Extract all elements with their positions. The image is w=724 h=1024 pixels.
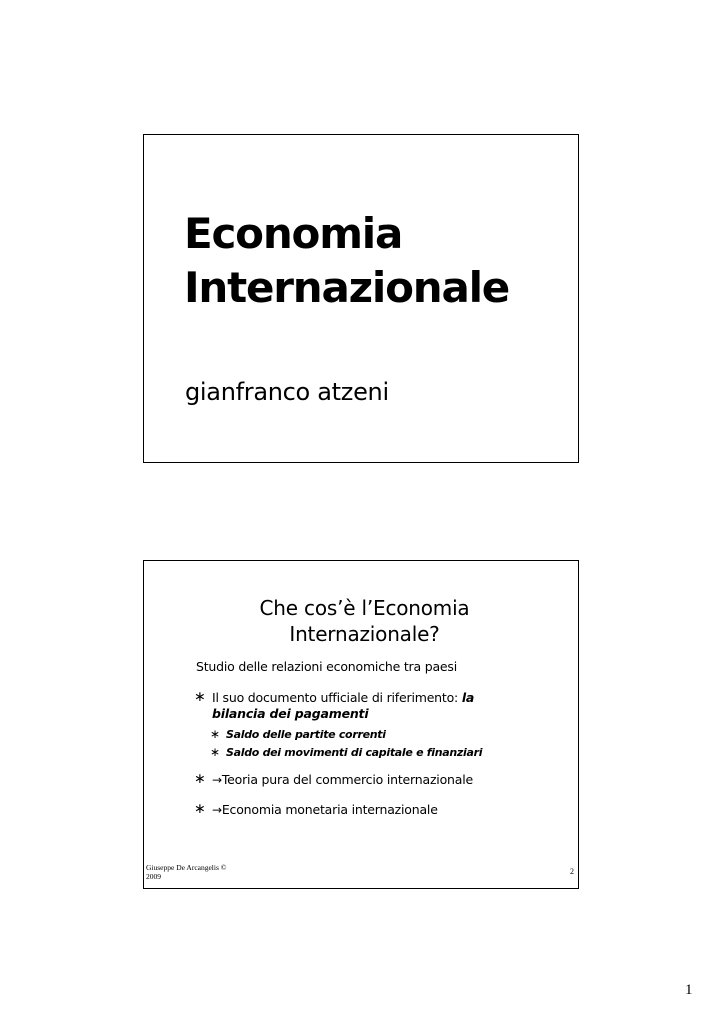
bullet-icon: ∗ <box>194 689 206 705</box>
slide-number: 2 <box>570 867 574 876</box>
footer-author-line-2: 2009 <box>146 872 161 881</box>
bullet-plain-text: Economia monetaria internazionale <box>221 802 438 817</box>
bullet-text <box>212 690 474 722</box>
bullet-item <box>194 690 494 722</box>
arrow-right-icon: → <box>212 773 222 787</box>
sub-bullet-item <box>210 745 482 759</box>
bullet-icon: ∗ <box>210 727 220 741</box>
footer-author-line-1: Giuseppe De Arcangelis © <box>146 863 227 872</box>
sub-bullet-item <box>210 727 386 741</box>
bullet-item <box>194 772 494 788</box>
bullet-text <box>212 802 438 818</box>
bullet-icon: ∗ <box>194 771 206 787</box>
slide-1-subtitle: gianfranco atzeni <box>185 378 389 406</box>
slide-2-title <box>192 595 537 647</box>
bullet-icon: ∗ <box>210 745 220 759</box>
arrow-right-icon: → <box>212 803 222 817</box>
title-line-1: Economia <box>184 209 403 258</box>
slide-1 <box>143 134 579 463</box>
sub-bullet-text: Saldo dei movimenti di capitale e finanziari <box>226 745 483 759</box>
page-number: 1 <box>685 982 693 998</box>
bullet-plain-text: Teoria pura del commercio internazionale <box>221 772 473 787</box>
intro-text: Studio delle relazioni economiche tra paesi <box>196 659 457 674</box>
sub-bullet-text: Saldo delle partite correnti <box>226 727 386 741</box>
title-line-1: Che cos’è l’Economia <box>259 596 470 620</box>
bullet-emphasis-b: bilancia dei pagamenti <box>212 706 369 721</box>
slide-2 <box>143 560 579 889</box>
bullet-plain-text: Il suo documento ufficiale di riferimento: <box>212 690 462 705</box>
title-line-2: Internazionale <box>184 262 510 312</box>
bullet-emphasis-a: la <box>461 690 475 705</box>
bullet-text <box>212 772 473 788</box>
slide-footer-author <box>146 863 226 881</box>
bullet-icon: ∗ <box>194 801 206 817</box>
bullet-item <box>194 802 494 818</box>
slide-1-title <box>184 207 509 315</box>
title-line-2: Internazionale? <box>289 622 440 646</box>
